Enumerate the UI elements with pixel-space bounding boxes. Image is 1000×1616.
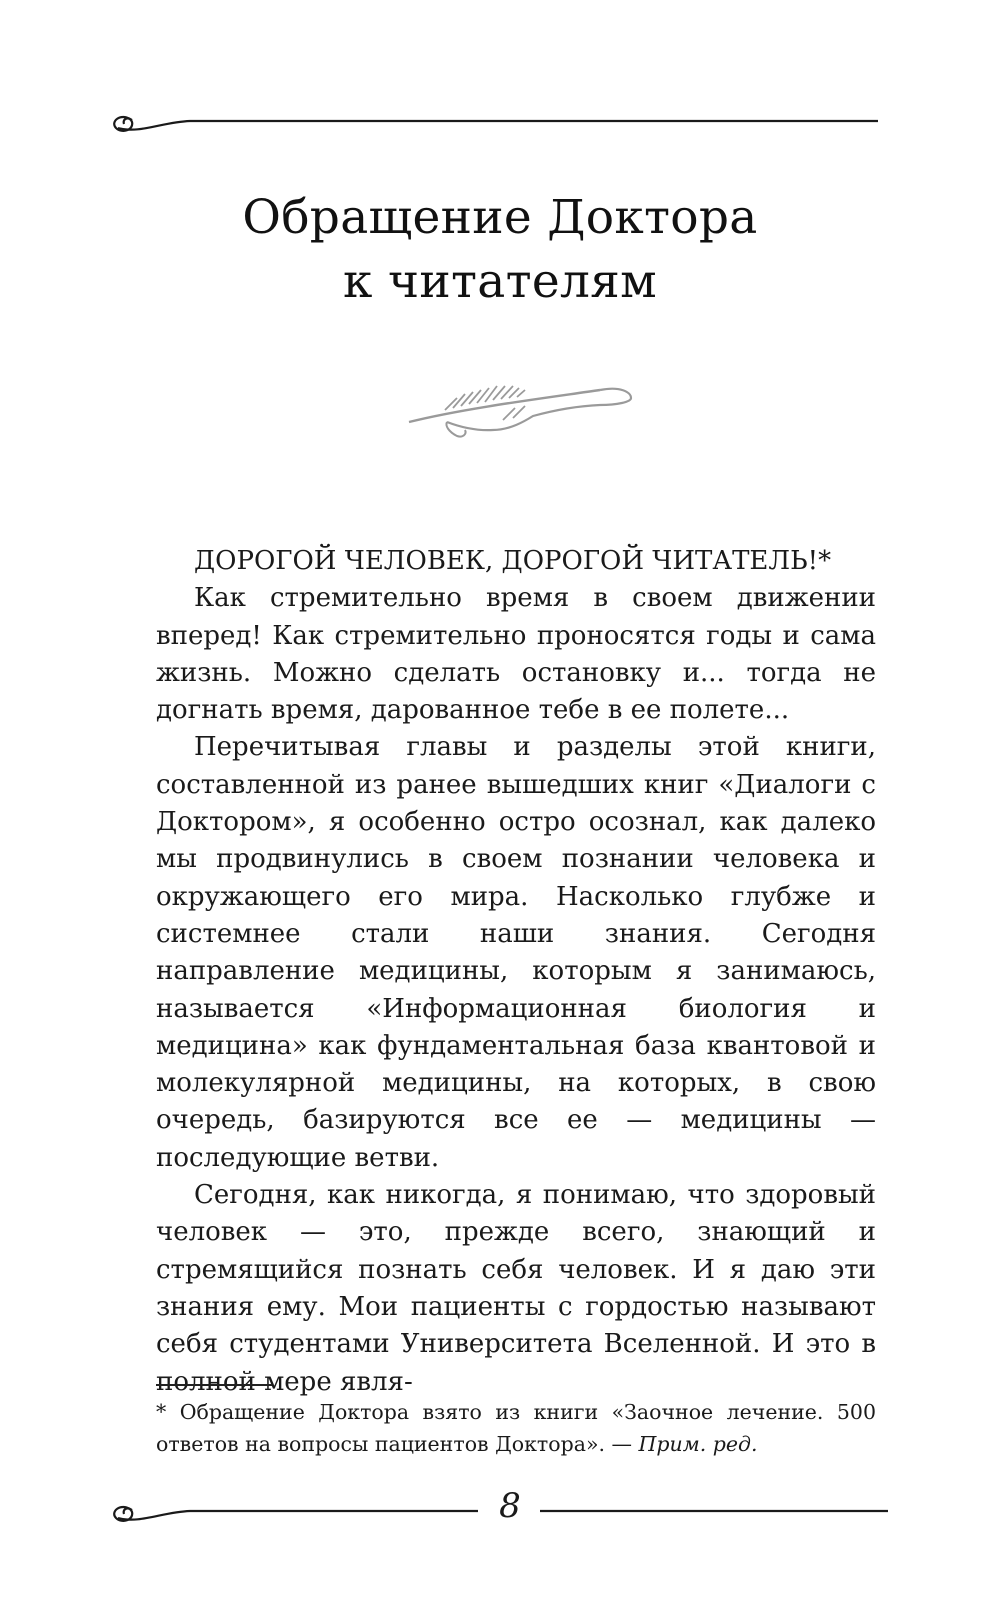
- page-title: [0, 186, 1000, 314]
- page-number: 8: [480, 1484, 540, 1528]
- title-line-2: к читателям: [343, 254, 657, 309]
- footnote-text: * Обращение Доктора взято из книги «Заочное лечение. 500 ответов на вопросы пациентов Доктора». —: [156, 1400, 876, 1456]
- title-line-1: Обращение Доктора: [242, 190, 758, 245]
- paragraph: Сегодня, как никогда, я понимаю, что здоровый человек — это, прежде всего, знающий и стремящийся познать себя человек. И я даю эти знания ему. Мои пациенты с гордостью называют себя студентами Университета Вселенной. И это в полной мере явля-: [156, 1180, 876, 1397]
- footnote-divider: [156, 1384, 272, 1386]
- footnote-note: Прим. ред.: [638, 1432, 758, 1456]
- paragraph: Перечитывая главы и разделы этой книги, составленной из ранее вышедших книг «Диалоги с Доктором», я особенно остро осознал, как далеко мы продвинулись в своем познании человека и окружающего его мира. Насколько глубже и системнее стали наши знания. Сегодня направление медицины, которым я занимаюсь, называется «Информационная биология и медицина» как фундаментальная база квантовой и молекулярной медицины, на которых, в свою очередь, базируются все ее — медицины — последующие ветви.: [156, 732, 876, 1173]
- feather-icon: [405, 378, 635, 458]
- top-ornamental-rule: [110, 100, 880, 140]
- body-text: [156, 543, 876, 1401]
- paragraph: Как стремительно время в своем движении вперед! Как стремительно проносятся годы и сама жизнь. Можно сделать остановку и... тогда не догнать время, дарованное тебе в ее полете...: [156, 583, 876, 726]
- paragraph-greeting: ДОРОГОЙ ЧЕЛОВЕК, ДОРОГОЙ ЧИТАТЕЛЬ!*: [194, 546, 832, 576]
- footnote: [156, 1396, 876, 1460]
